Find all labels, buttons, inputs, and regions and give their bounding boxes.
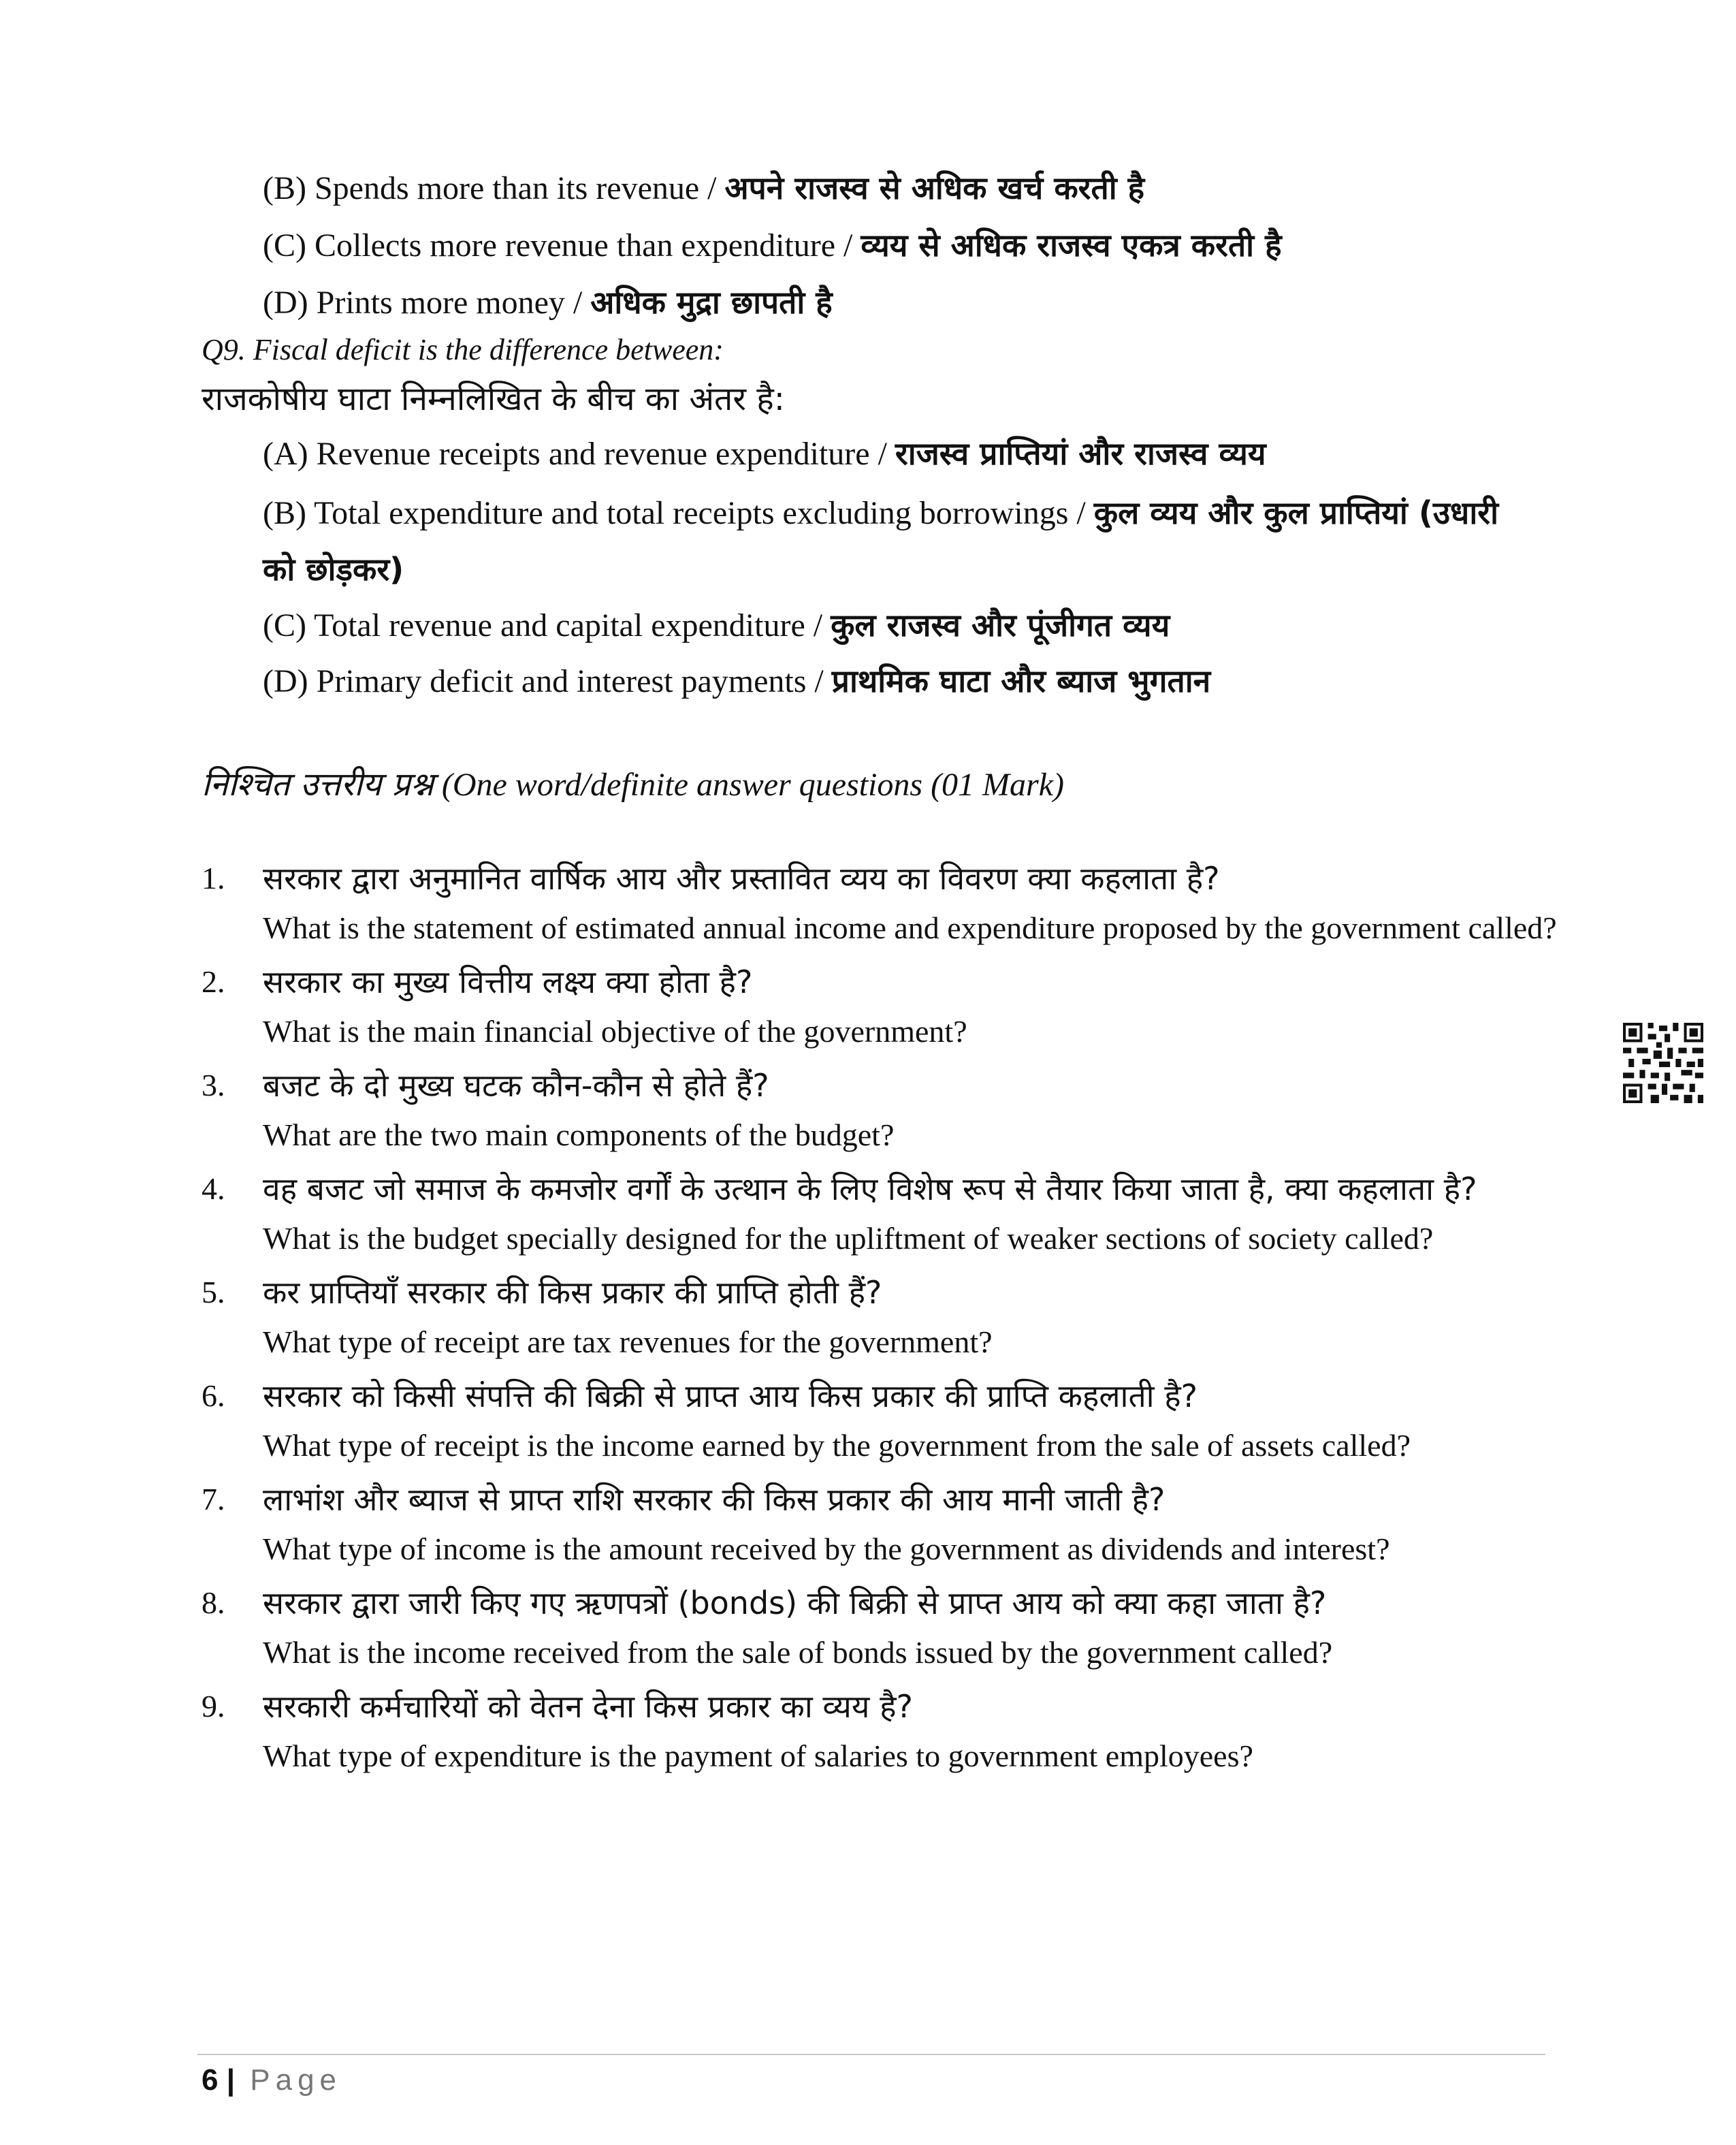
page-label: Page xyxy=(250,2063,342,2097)
list-item xyxy=(202,1265,1563,1365)
question-hi: सरकार का मुख्य वित्तीय लक्ष्य क्या होता है? xyxy=(263,964,753,1000)
question-number: 9. xyxy=(202,1689,225,1723)
q9-option-b xyxy=(263,485,1536,598)
section-heading-hi: निश्चित उत्तरीय प्रश्न xyxy=(202,765,434,804)
page-footer xyxy=(202,2063,342,2097)
question-en: What type of receipt are tax revenues for the government? xyxy=(263,1324,993,1359)
q8-option-c xyxy=(263,225,1556,266)
list-item xyxy=(202,1472,1563,1572)
option-text-hi: प्राथमिक घाटा और ब्याज भुगतान xyxy=(831,663,1211,699)
q9-option-a xyxy=(263,433,1556,475)
list-item xyxy=(202,1369,1563,1468)
section-heading-en: (One word/definite answer questions (01 Mark) xyxy=(433,767,1064,803)
question-number: 7. xyxy=(202,1482,225,1516)
q9-question-en: Q9. Fiscal deficit is the difference between: xyxy=(202,333,724,366)
list-item xyxy=(202,955,1563,1054)
q8-option-b xyxy=(263,168,1556,209)
option-text-hi: राजस्व प्राप्तियां और राजस्व व्यय xyxy=(895,435,1266,472)
list-item xyxy=(202,1679,1563,1779)
question-hi: सरकार को किसी संपत्ति की बिक्री से प्राप्त आय किस प्रकार की प्राप्ति कहलाती है? xyxy=(263,1378,1198,1414)
question-hi: कर प्राप्तियाँ सरकार की किस प्रकार की प्राप्ति होती हैं? xyxy=(263,1274,882,1311)
question-en: What type of income is the amount received by the government as dividends and interest? xyxy=(263,1531,1390,1566)
list-item xyxy=(202,1058,1563,1158)
list-item xyxy=(202,851,1563,951)
question-en: What type of expenditure is the payment of salaries to government employees? xyxy=(263,1738,1253,1773)
question-number: 4. xyxy=(202,1171,225,1206)
option-text-hi: अपने राजस्व से अधिक खर्च करती है xyxy=(724,170,1145,206)
option-text-en: (C) Collects more revenue than expenditure / xyxy=(263,227,861,264)
section-heading xyxy=(202,761,1064,806)
question-en: What are the two main components of the budget? xyxy=(263,1117,895,1152)
question-en: What is the statement of estimated annual income and expenditure proposed by the government called? xyxy=(263,910,1557,945)
q9-option-d xyxy=(263,661,1556,702)
list-item xyxy=(202,1162,1563,1261)
question-en: What is the main financial objective of the government? xyxy=(263,1014,967,1049)
question-list xyxy=(202,851,1563,1783)
option-text-en: (D) Prints more money / xyxy=(263,285,591,321)
question-en: What is the income received from the sale of bonds issued by the government called? xyxy=(263,1635,1333,1670)
question-number: 5. xyxy=(202,1275,225,1309)
q9-option-c xyxy=(263,605,1556,646)
question-number: 8. xyxy=(202,1585,225,1620)
q9-question-hi: राजकोषीय घाटा निम्नलिखित के बीच का अंतर है: xyxy=(202,380,785,418)
option-text-hi: कुल व्यय और कुल प्राप्तियां (उधारी को छोड़कर) xyxy=(263,494,1498,588)
footer-separator: | xyxy=(218,2063,244,2097)
question-number: 3. xyxy=(202,1068,225,1102)
option-text-en: (C) Total revenue and capital expenditure / xyxy=(263,607,831,644)
option-text-hi: अधिक मुद्रा छापती है xyxy=(590,284,833,321)
option-text-en: (B) Total expenditure and total receipts excluding borrowings / xyxy=(263,495,1094,531)
page-number: 6 xyxy=(202,2063,219,2097)
list-item xyxy=(202,1576,1563,1675)
question-hi: बजट के दो मुख्य घटक कौन-कौन से होते हैं? xyxy=(263,1067,769,1104)
question-number: 1. xyxy=(202,861,225,895)
q8-option-d xyxy=(263,282,1556,323)
question-hi: सरकारी कर्मचारियों को वेतन देना किस प्रकार का व्यय है? xyxy=(263,1688,913,1725)
question-number: 6. xyxy=(202,1378,225,1413)
question-hi: लाभांश और ब्याज से प्राप्त राशि सरकार की किस प्रकार की आय मानी जाती है? xyxy=(263,1481,1166,1518)
option-text-en: (A) Revenue receipts and revenue expenditure / xyxy=(263,436,895,472)
option-text-en: (D) Primary deficit and interest payments / xyxy=(263,663,832,699)
question-hi: सरकार द्वारा जारी किए गए ऋणपत्रों (bonds) की बिक्री से प्राप्त आय को क्या कहा जाता है? xyxy=(263,1585,1327,1621)
question-hi: वह बजट जो समाज के कमजोर वर्गों के उत्थान के लिए विशेष रूप से तैयार किया जाता है, क्या कहलाता है? xyxy=(263,1171,1477,1207)
footer-divider xyxy=(197,2054,1545,2055)
option-text-hi: कुल राजस्व और पूंजीगत व्यय xyxy=(831,607,1170,644)
question-en: What type of receipt is the income earned by the government from the sale of assets called? xyxy=(263,1428,1411,1463)
question-en: What is the budget specially designed for the upliftment of weaker sections of society called? xyxy=(263,1221,1434,1256)
qr-code-icon xyxy=(1623,1023,1703,1103)
option-text-en: (B) Spends more than its revenue / xyxy=(263,170,725,206)
question-hi: सरकार द्वारा अनुमानित वार्षिक आय और प्रस्तावित व्यय का विवरण क्या कहलाता है? xyxy=(263,860,1220,897)
question-number: 2. xyxy=(202,964,225,999)
option-text-hi: व्यय से अधिक राजस्व एकत्र करती है xyxy=(861,227,1282,264)
